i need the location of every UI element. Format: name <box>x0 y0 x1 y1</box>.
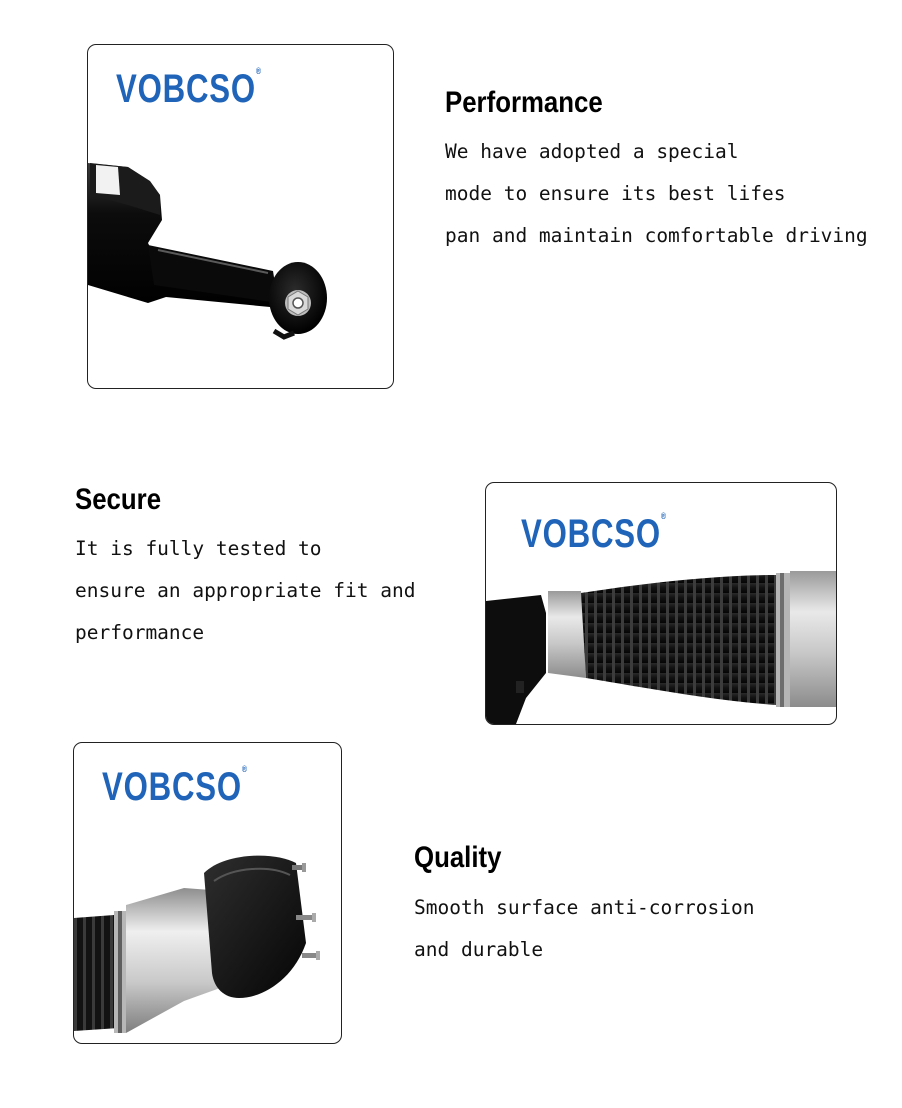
text-line: and durable <box>414 938 544 961</box>
text-line: pan and maintain comfortable driving <box>445 224 868 247</box>
brand-logo: VOBCSO® <box>116 66 262 111</box>
product-image-card-performance <box>87 44 394 389</box>
section-text-quality <box>414 887 754 971</box>
text-line: ensure an appropriate fit and <box>75 579 416 602</box>
brand-logo: VOBCSO® <box>521 511 667 556</box>
section-heading-performance: Performance <box>445 86 603 119</box>
section-text-secure <box>75 528 415 654</box>
section-text-performance <box>445 131 868 257</box>
text-line: performance <box>75 621 205 644</box>
product-image-card-quality <box>73 742 342 1044</box>
product-image-card-secure <box>485 482 837 725</box>
brand-logo: VOBCSO® <box>102 764 248 809</box>
text-line: It is fully tested to <box>75 537 322 560</box>
text-line: Smooth surface anti-corrosion <box>414 896 755 919</box>
text-line: mode to ensure its best lifes <box>445 182 786 205</box>
section-heading-secure: Secure <box>75 483 162 516</box>
text-line: We have adopted a special <box>445 140 739 163</box>
section-heading-quality: Quality <box>414 841 502 874</box>
